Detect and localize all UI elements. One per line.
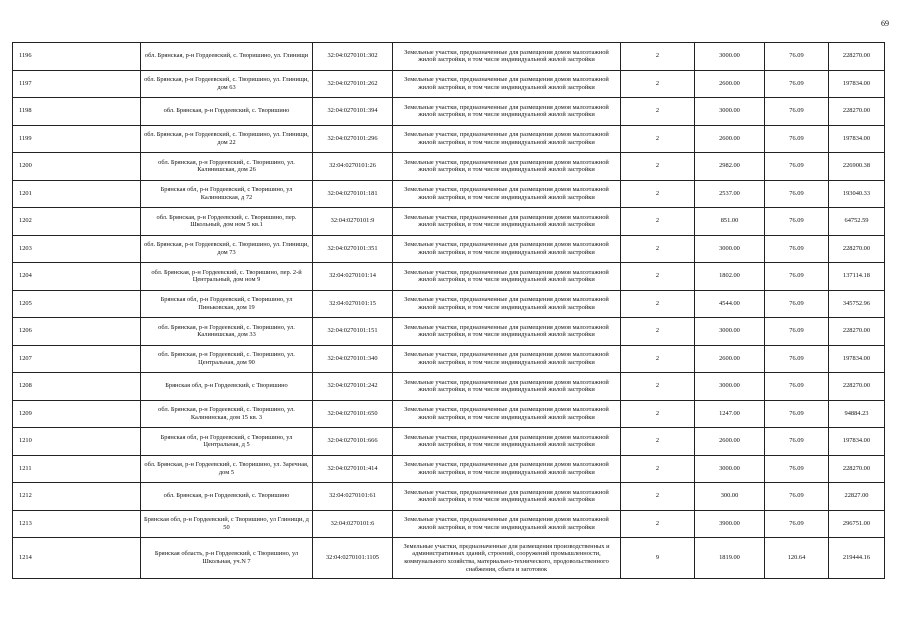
row-number-cell: 1214 <box>13 538 141 579</box>
area-cell: 2537.00 <box>695 180 765 208</box>
cadastral-number-cell: 32:04:0270101:351 <box>313 235 393 263</box>
address-cell: обл. Брянская, р-н Гордеевский, с. Творишино, ул. Калинишская, дом 33 <box>141 318 313 346</box>
address-cell: обл. Брянская, р-н Гордеевский, с. Творишино, пер. 2-й Центральный, дом ном 9 <box>141 263 313 291</box>
cadastral-number-cell: 32:04:0270101:296 <box>313 125 393 153</box>
cadastral-value-cell: 94884.23 <box>829 400 885 428</box>
land-use-cell: Земельные участки, предназначенные для размещения домов малоэтажной жилой застройки, в том числе индивидуальной жилой застройки <box>393 235 621 263</box>
row-number-cell: 1203 <box>13 235 141 263</box>
category-cell: 9 <box>621 538 695 579</box>
cadastral-value-cell: 228270.00 <box>829 373 885 401</box>
cadastral-number-cell: 32:04:0270101:14 <box>313 263 393 291</box>
category-cell: 2 <box>621 400 695 428</box>
land-use-cell: Земельные участки, предназначенные для размещения производственных и административных зданий, строений, сооружений промышленности, коммунального хозяйства, материально-технического, продовольственного снабжения, сбыта и заготовок <box>393 538 621 579</box>
cadastral-number-cell: 32:04:0270101:181 <box>313 180 393 208</box>
address-cell: Брянская обл, р-н Гордеевский, с Творишино, ул Калинишская, д 72 <box>141 180 313 208</box>
category-cell: 2 <box>621 43 695 71</box>
table-row <box>13 510 885 538</box>
land-use-cell: Земельные участки, предназначенные для размещения домов малоэтажной жилой застройки, в том числе индивидуальной жилой застройки <box>393 180 621 208</box>
table-row <box>13 538 885 579</box>
row-number-cell: 1200 <box>13 153 141 181</box>
cadastral-number-cell: 32:04:0270101:650 <box>313 400 393 428</box>
row-number-cell: 1198 <box>13 98 141 126</box>
area-cell: 3000.00 <box>695 318 765 346</box>
table-row <box>13 180 885 208</box>
address-cell: обл. Брянская, р-н Гордеевский, с. Творишино, пер. Школьный, дом ном 5 кв.1 <box>141 208 313 236</box>
rate-cell: 76.09 <box>765 70 829 98</box>
area-cell: 3000.00 <box>695 43 765 71</box>
row-number-cell: 1206 <box>13 318 141 346</box>
area-cell: 3000.00 <box>695 98 765 126</box>
row-number-cell: 1202 <box>13 208 141 236</box>
cadastral-value-cell: 22827.00 <box>829 483 885 511</box>
rate-cell: 76.09 <box>765 125 829 153</box>
category-cell: 2 <box>621 125 695 153</box>
land-use-cell: Земельные участки, предназначенные для размещения домов малоэтажной жилой застройки, в том числе индивидуальной жилой застройки <box>393 345 621 373</box>
rate-cell: 76.09 <box>765 180 829 208</box>
table-row <box>13 235 885 263</box>
land-use-cell: Земельные участки, предназначенные для размещения домов малоэтажной жилой застройки, в том числе индивидуальной жилой застройки <box>393 455 621 483</box>
land-use-cell: Земельные участки, предназначенные для размещения домов малоэтажной жилой застройки, в том числе индивидуальной жилой застройки <box>393 373 621 401</box>
row-number-cell: 1209 <box>13 400 141 428</box>
address-cell: обл. Брянская, р-н Гордеевский, с. Творишино, ул. Калининская, дом 15 кв. 3 <box>141 400 313 428</box>
address-cell: Брянская обл, р-н Гордеевский, с Творишино, ул Глинищи, д 50 <box>141 510 313 538</box>
rate-cell: 76.09 <box>765 263 829 291</box>
table-row <box>13 400 885 428</box>
area-cell: 1247.00 <box>695 400 765 428</box>
category-cell: 2 <box>621 483 695 511</box>
category-cell: 2 <box>621 98 695 126</box>
cadastral-value-cell: 228270.00 <box>829 235 885 263</box>
cadastral-number-cell: 32:04:0270101:242 <box>313 373 393 401</box>
row-number-cell: 1205 <box>13 290 141 318</box>
cadastral-value-cell: 228270.00 <box>829 98 885 126</box>
area-cell: 2600.00 <box>695 345 765 373</box>
area-cell: 3000.00 <box>695 455 765 483</box>
rate-cell: 76.09 <box>765 290 829 318</box>
area-cell: 1819.00 <box>695 538 765 579</box>
land-use-cell: Земельные участки, предназначенные для размещения домов малоэтажной жилой застройки, в том числе индивидуальной жилой застройки <box>393 290 621 318</box>
address-cell: обл. Брянская, р-н Гордеевский, с. Творишино <box>141 483 313 511</box>
address-cell: обл. Брянская, р-н Гордеевский, с. Творишино, ул. Заречная, дом 5 <box>141 455 313 483</box>
rate-cell: 76.09 <box>765 455 829 483</box>
land-use-cell: Земельные участки, предназначенные для размещения домов малоэтажной жилой застройки, в том числе индивидуальной жилой застройки <box>393 98 621 126</box>
address-cell: обл. Брянская, р-н Гордеевский, с. Творишино <box>141 98 313 126</box>
cadastral-number-cell: 32:04:0270101:262 <box>313 70 393 98</box>
address-cell: Брянская обл, р-н Гордеевский, с Творишино, ул Центральная, д 5 <box>141 428 313 456</box>
land-register-table <box>12 42 885 579</box>
area-cell: 2600.00 <box>695 125 765 153</box>
cadastral-value-cell: 228270.00 <box>829 43 885 71</box>
address-cell: обл. Брянская, р-н Гордеевский, с. Творишино, ул. Глинищи, дом 63 <box>141 70 313 98</box>
land-use-cell: Земельные участки, предназначенные для размещения домов малоэтажной жилой застройки, в том числе индивидуальной жилой застройки <box>393 125 621 153</box>
table-body <box>13 43 885 579</box>
cadastral-value-cell: 228270.00 <box>829 455 885 483</box>
address-cell: обл. Брянская, р-н Гордеевский, с. Творишино, ул. Глинищи, дом 22 <box>141 125 313 153</box>
rate-cell: 76.09 <box>765 428 829 456</box>
cadastral-value-cell: 197834.00 <box>829 428 885 456</box>
area-cell: 2600.00 <box>695 428 765 456</box>
table-row <box>13 373 885 401</box>
land-use-cell: Земельные участки, предназначенные для размещения домов малоэтажной жилой застройки, в том числе индивидуальной жилой застройки <box>393 428 621 456</box>
rate-cell: 76.09 <box>765 400 829 428</box>
table-row <box>13 43 885 71</box>
rate-cell: 76.09 <box>765 208 829 236</box>
address-cell: обл. Брянская, р-н Гордеевский, с. Творишино, ул. Центральная, дом 90 <box>141 345 313 373</box>
land-use-cell: Земельные участки, предназначенные для размещения домов малоэтажной жилой застройки, в том числе индивидуальной жилой застройки <box>393 263 621 291</box>
cadastral-number-cell: 32:04:0270101:151 <box>313 318 393 346</box>
area-cell: 3000.00 <box>695 235 765 263</box>
rate-cell: 76.09 <box>765 98 829 126</box>
area-cell: 1802.00 <box>695 263 765 291</box>
address-cell: Брянская область, р-н Гордеевский, с Творишино, ул Школьная, уч.N 7 <box>141 538 313 579</box>
category-cell: 2 <box>621 70 695 98</box>
cadastral-number-cell: 32:04:0270101:414 <box>313 455 393 483</box>
row-number-cell: 1207 <box>13 345 141 373</box>
address-cell: Брянская обл, р-н Гордеевский, с Творишино, ул Пиньковская, дом 19 <box>141 290 313 318</box>
row-number-cell: 1211 <box>13 455 141 483</box>
land-use-cell: Земельные участки, предназначенные для размещения домов малоэтажной жилой застройки, в том числе индивидуальной жилой застройки <box>393 153 621 181</box>
table-row <box>13 318 885 346</box>
cadastral-value-cell: 193040.33 <box>829 180 885 208</box>
land-use-cell: Земельные участки, предназначенные для размещения домов малоэтажной жилой застройки, в том числе индивидуальной жилой застройки <box>393 318 621 346</box>
rate-cell: 76.09 <box>765 318 829 346</box>
row-number-cell: 1201 <box>13 180 141 208</box>
rate-cell: 76.09 <box>765 483 829 511</box>
category-cell: 2 <box>621 318 695 346</box>
cadastral-value-cell: 219444.16 <box>829 538 885 579</box>
cadastral-value-cell: 345752.96 <box>829 290 885 318</box>
category-cell: 2 <box>621 208 695 236</box>
land-use-cell: Земельные участки, предназначенные для размещения домов малоэтажной жилой застройки, в том числе индивидуальной жилой застройки <box>393 483 621 511</box>
area-cell: 3900.00 <box>695 510 765 538</box>
page-number: 69 <box>881 19 889 28</box>
rate-cell: 120.64 <box>765 538 829 579</box>
land-use-cell: Земельные участки, предназначенные для размещения домов малоэтажной жилой застройки, в том числе индивидуальной жилой застройки <box>393 400 621 428</box>
land-use-cell: Земельные участки, предназначенные для размещения домов малоэтажной жилой застройки, в том числе индивидуальной жилой застройки <box>393 43 621 71</box>
table-row <box>13 70 885 98</box>
row-number-cell: 1208 <box>13 373 141 401</box>
rate-cell: 76.09 <box>765 153 829 181</box>
row-number-cell: 1213 <box>13 510 141 538</box>
category-cell: 2 <box>621 510 695 538</box>
cadastral-number-cell: 32:04:0270101:666 <box>313 428 393 456</box>
category-cell: 2 <box>621 263 695 291</box>
category-cell: 2 <box>621 235 695 263</box>
table-row <box>13 428 885 456</box>
address-cell: обл. Брянская, р-н Гордеевский, с. Творишино, ул. Глинищи, дом 73 <box>141 235 313 263</box>
cadastral-number-cell: 32:04:0270101:15 <box>313 290 393 318</box>
rate-cell: 76.09 <box>765 43 829 71</box>
address-cell: обл. Брянская, р-н Гордеевский, с. Творишино, ул. Глинищи <box>141 43 313 71</box>
area-cell: 3000.00 <box>695 373 765 401</box>
category-cell: 2 <box>621 290 695 318</box>
land-use-cell: Земельные участки, предназначенные для размещения домов малоэтажной жилой застройки, в том числе индивидуальной жилой застройки <box>393 70 621 98</box>
cadastral-number-cell: 32:04:0270101:26 <box>313 153 393 181</box>
table-row <box>13 345 885 373</box>
category-cell: 2 <box>621 153 695 181</box>
cadastral-value-cell: 226900.38 <box>829 153 885 181</box>
cadastral-number-cell: 32:04:0270101:340 <box>313 345 393 373</box>
area-cell: 851.00 <box>695 208 765 236</box>
cadastral-number-cell: 32:04:0270101:1105 <box>313 538 393 579</box>
rate-cell: 76.09 <box>765 345 829 373</box>
table-row <box>13 208 885 236</box>
cadastral-number-cell: 32:04:0270101:9 <box>313 208 393 236</box>
cadastral-number-cell: 32:04:0270101:302 <box>313 43 393 71</box>
area-cell: 4544.00 <box>695 290 765 318</box>
rate-cell: 76.09 <box>765 235 829 263</box>
category-cell: 2 <box>621 428 695 456</box>
cadastral-value-cell: 197834.00 <box>829 345 885 373</box>
area-cell: 2600.00 <box>695 70 765 98</box>
land-use-cell: Земельные участки, предназначенные для размещения домов малоэтажной жилой застройки, в том числе индивидуальной жилой застройки <box>393 510 621 538</box>
cadastral-value-cell: 197834.00 <box>829 70 885 98</box>
row-number-cell: 1196 <box>13 43 141 71</box>
category-cell: 2 <box>621 373 695 401</box>
cadastral-value-cell: 197834.00 <box>829 125 885 153</box>
cadastral-value-cell: 228270.00 <box>829 318 885 346</box>
cadastral-value-cell: 64752.59 <box>829 208 885 236</box>
table-row <box>13 290 885 318</box>
table-row <box>13 263 885 291</box>
table-row <box>13 125 885 153</box>
table-row <box>13 153 885 181</box>
cadastral-value-cell: 137114.18 <box>829 263 885 291</box>
cadastral-number-cell: 32:04:0270101:6 <box>313 510 393 538</box>
table-row <box>13 98 885 126</box>
category-cell: 2 <box>621 180 695 208</box>
land-use-cell: Земельные участки, предназначенные для размещения домов малоэтажной жилой застройки, в том числе индивидуальной жилой застройки <box>393 208 621 236</box>
rate-cell: 76.09 <box>765 373 829 401</box>
row-number-cell: 1204 <box>13 263 141 291</box>
category-cell: 2 <box>621 455 695 483</box>
address-cell: обл. Брянская, р-н Гордеевский, с. Творишино, ул. Калинишская, дом 26 <box>141 153 313 181</box>
area-cell: 300.00 <box>695 483 765 511</box>
table-row <box>13 455 885 483</box>
cadastral-value-cell: 296751.00 <box>829 510 885 538</box>
cadastral-number-cell: 32:04:0270101:61 <box>313 483 393 511</box>
category-cell: 2 <box>621 345 695 373</box>
rate-cell: 76.09 <box>765 510 829 538</box>
row-number-cell: 1199 <box>13 125 141 153</box>
address-cell: Брянская обл, р-н Гордеевский, с Творишино <box>141 373 313 401</box>
table-row <box>13 483 885 511</box>
area-cell: 2982.00 <box>695 153 765 181</box>
row-number-cell: 1212 <box>13 483 141 511</box>
cadastral-number-cell: 32:04:0270101:394 <box>313 98 393 126</box>
row-number-cell: 1210 <box>13 428 141 456</box>
row-number-cell: 1197 <box>13 70 141 98</box>
